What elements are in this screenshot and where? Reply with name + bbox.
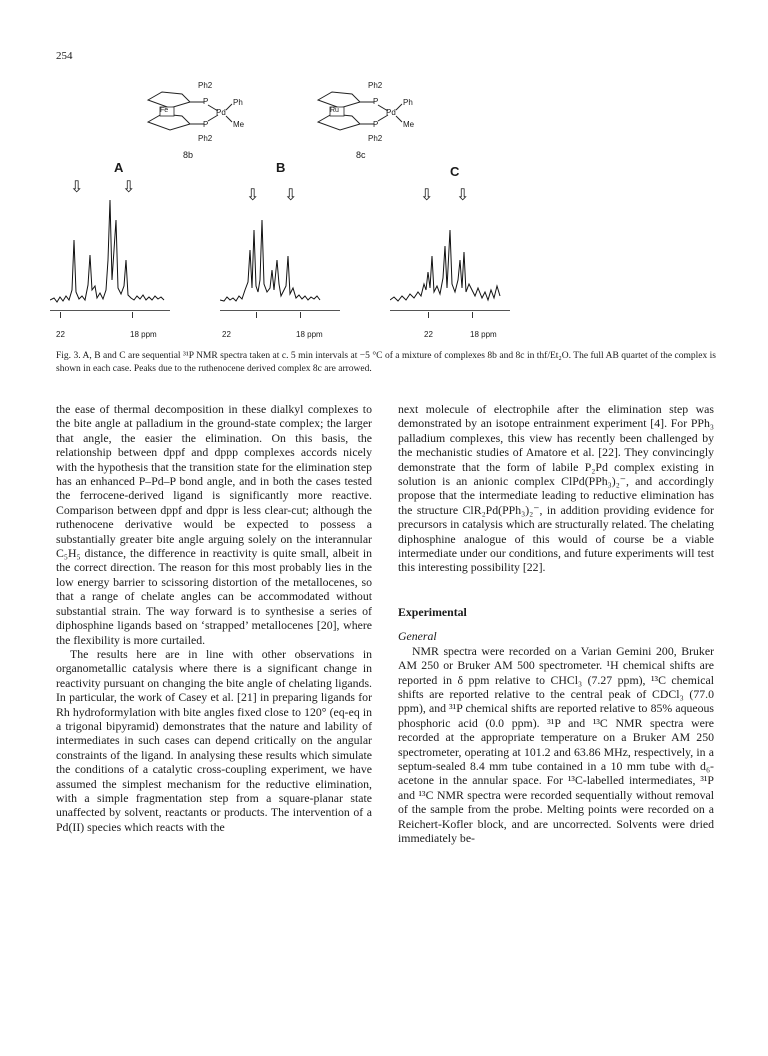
tick-label-22: 22 xyxy=(56,330,65,339)
body-paragraph: NMR spectra were recorded on a Varian Gemini 200, Bruker AM 250 or Bruker AM 500 spectrometer. ¹H chemical shifts are reported in δ ppm relative to CHCl₃ (7.27 ppm), ¹³C chemical shifts are reported relative to the central peak of CDCl₃ (77.0 ppm), and ³¹P chemical shifts are reported relative to 85% aqueous phosphoric acid (0.0 ppm). ³¹P and ¹³C NMR spectra were recorded at the appropriate temperature on a Bruker AM 250 spectrometer, operating at 101.2 and 63.86 MHz, respectively, in a septum-sealed 8.4 mm tube contained in a 10 mm tube with d₆-acetone in the annular space. For ¹³C-labelled intermediates, ³¹P and ¹³C NMR spectra were recorded sequentially without removal of the sample from the probe. Melting points were recorded on a Reichert-Kofler block, and are uncorrected. Solvents were dried immediately be- xyxy=(398,643,714,845)
phosphine-sub-bottom: Ph2 xyxy=(198,134,213,143)
tick-label-22: 22 xyxy=(222,330,231,339)
spectrum-trace xyxy=(50,160,180,310)
axis-line xyxy=(390,310,510,311)
nmr-spectrum-a xyxy=(50,160,180,350)
right-column xyxy=(398,402,714,845)
subsection-heading: General xyxy=(398,629,437,644)
phosphine-sub-top: Ph2 xyxy=(198,81,213,90)
compound-label-8b: 8b xyxy=(183,150,194,160)
metal-label: Ru xyxy=(330,107,339,114)
tick-mark xyxy=(472,312,473,318)
phosphine-sub-bottom: Ph2 xyxy=(368,134,383,143)
nmr-spectrum-c xyxy=(390,160,530,350)
section-heading: Experimental xyxy=(398,604,467,619)
nmr-spectrum-b xyxy=(220,160,350,350)
palladium-label: Pd xyxy=(386,108,396,117)
compound-label-8c: 8c xyxy=(356,150,366,160)
body-paragraph: The results here are in line with other observations in organometallic catalysis where there is a significant change in reactivity pursuant on changing the bite angle of chelating ligands. In particular, the work of Casey et al. [21] in preparing ligands for Rh hydroformylation with bite angles fixed close to 120° (eq-eq in a trigonal bipyramid) demonstrates that the nature and lability of intermediates in such cases can depend critically on the angular constraints of the ligand. In analysing these results which simulate the conditions of a catalytic cross-coupling experiment, we have assumed the simplest mechanism for the reductive elimination, with a simple fragmentation step from a square-planar state unaffected by solvent, reactants or products. The intervention of a Pd(II) species which reacts with the xyxy=(56,646,372,834)
axis-line xyxy=(50,310,170,311)
phosphorus-top: P xyxy=(373,97,379,106)
body-paragraph: the ease of thermal decomposition in these dialkyl complexes to the bite angle at palladium in the ground-state complex; the larger that angle, the easier the elimination. On this basis, the relationship between dppf and dppp complexes accords nicely with the hypothesis that the transition state for the elimination step has an enhanced P–Pd–P bond angle, and in both the cases tested the ferrocene-derived ligand is significantly more reactive. Comparison between dppf and dppr is less clear-cut; although the ruthenocene derivative would be expected to possess a substantially greater bite angle arguing solely on the interannular C₅H₅ distance, the difference in reactivity is quite small, albeit in the correct direction. The reason for this most probably lies in the low energy barrier to scissoring distortion of the metallocenes, so that a range of chelate angles can be accommodated without substantial strain. The way forward is to synthesise a series of diphosphine ligands based on ‘strapped’ metallocenes [20], where the flexibility is more curtailed. xyxy=(56,402,372,647)
axis-line xyxy=(220,310,340,311)
spectrum-trace xyxy=(220,160,350,310)
page-number: 254 xyxy=(56,50,73,62)
methyl-ligand: Me xyxy=(403,120,415,129)
panel-label: C xyxy=(450,164,460,179)
arrow-down-icon: ⇩ xyxy=(456,187,470,204)
arrow-down-icon: ⇩ xyxy=(420,187,434,204)
phosphorus-bottom: P xyxy=(373,120,379,129)
phosphine-sub-top: Ph2 xyxy=(368,81,383,90)
figure-caption: Fig. 3. A, B and C are sequential ³¹P NMR spectra taken at c. 5 min intervals at −5 °C of a mixture of complexes 8b and 8c in thf/Et₂O. The full AB quartet of the complex is shown in each case. Peaks due to the ruthenocene derived complex 8c are arrowed. xyxy=(56,351,716,374)
tick-label-18-ppm: 18 ppm xyxy=(130,330,157,339)
arrow-down-icon: ⇩ xyxy=(284,187,298,204)
spectrum-trace xyxy=(390,160,530,310)
body-paragraph: next molecule of electrophile after the elimination step was demonstrated by an isotope entrainment experiment [4]. For PPh₃ palladium complexes, this view has recently been challenged by the mechanistic studies of Amatore et al. [22]. They convincingly demonstrate that the form of labile P₂Pd complex existing in solution is an anionic complex ClPd(PPh₃)₂⁻, and accordingly propose that the intermediate leading to reductive elimination has the structure ClR₂Pd(PPh₃)₂⁻, in addition providing evidence for precursors in catalysis which are structurally related. The chelating diphosphine analogue of this would of course be a viable intermediate under our conditions, and future experiments will test this interesting possibility [22]. xyxy=(398,402,714,575)
left-column xyxy=(56,402,372,834)
tick-mark xyxy=(428,312,429,318)
structure-8b xyxy=(140,78,250,168)
arrow-down-icon: ⇩ xyxy=(70,179,84,196)
phenyl-ligand: Ph xyxy=(403,98,413,107)
tick-label-18-ppm: 18 ppm xyxy=(296,330,323,339)
tick-mark xyxy=(60,312,61,318)
tick-mark xyxy=(132,312,133,318)
palladium-label: Pd xyxy=(216,108,226,117)
arrow-down-icon: ⇩ xyxy=(246,187,260,204)
methyl-ligand: Me xyxy=(233,120,245,129)
metal-label: Fe xyxy=(160,107,169,114)
arrow-down-icon: ⇩ xyxy=(122,179,136,196)
panel-label: B xyxy=(276,160,286,175)
tick-mark xyxy=(256,312,257,318)
tick-mark xyxy=(300,312,301,318)
phosphorus-bottom: P xyxy=(203,120,209,129)
phenyl-ligand: Ph xyxy=(233,98,243,107)
tick-label-18-ppm: 18 ppm xyxy=(470,330,497,339)
panel-label: A xyxy=(114,160,124,175)
phosphorus-top: P xyxy=(203,97,209,106)
tick-label-22: 22 xyxy=(424,330,433,339)
